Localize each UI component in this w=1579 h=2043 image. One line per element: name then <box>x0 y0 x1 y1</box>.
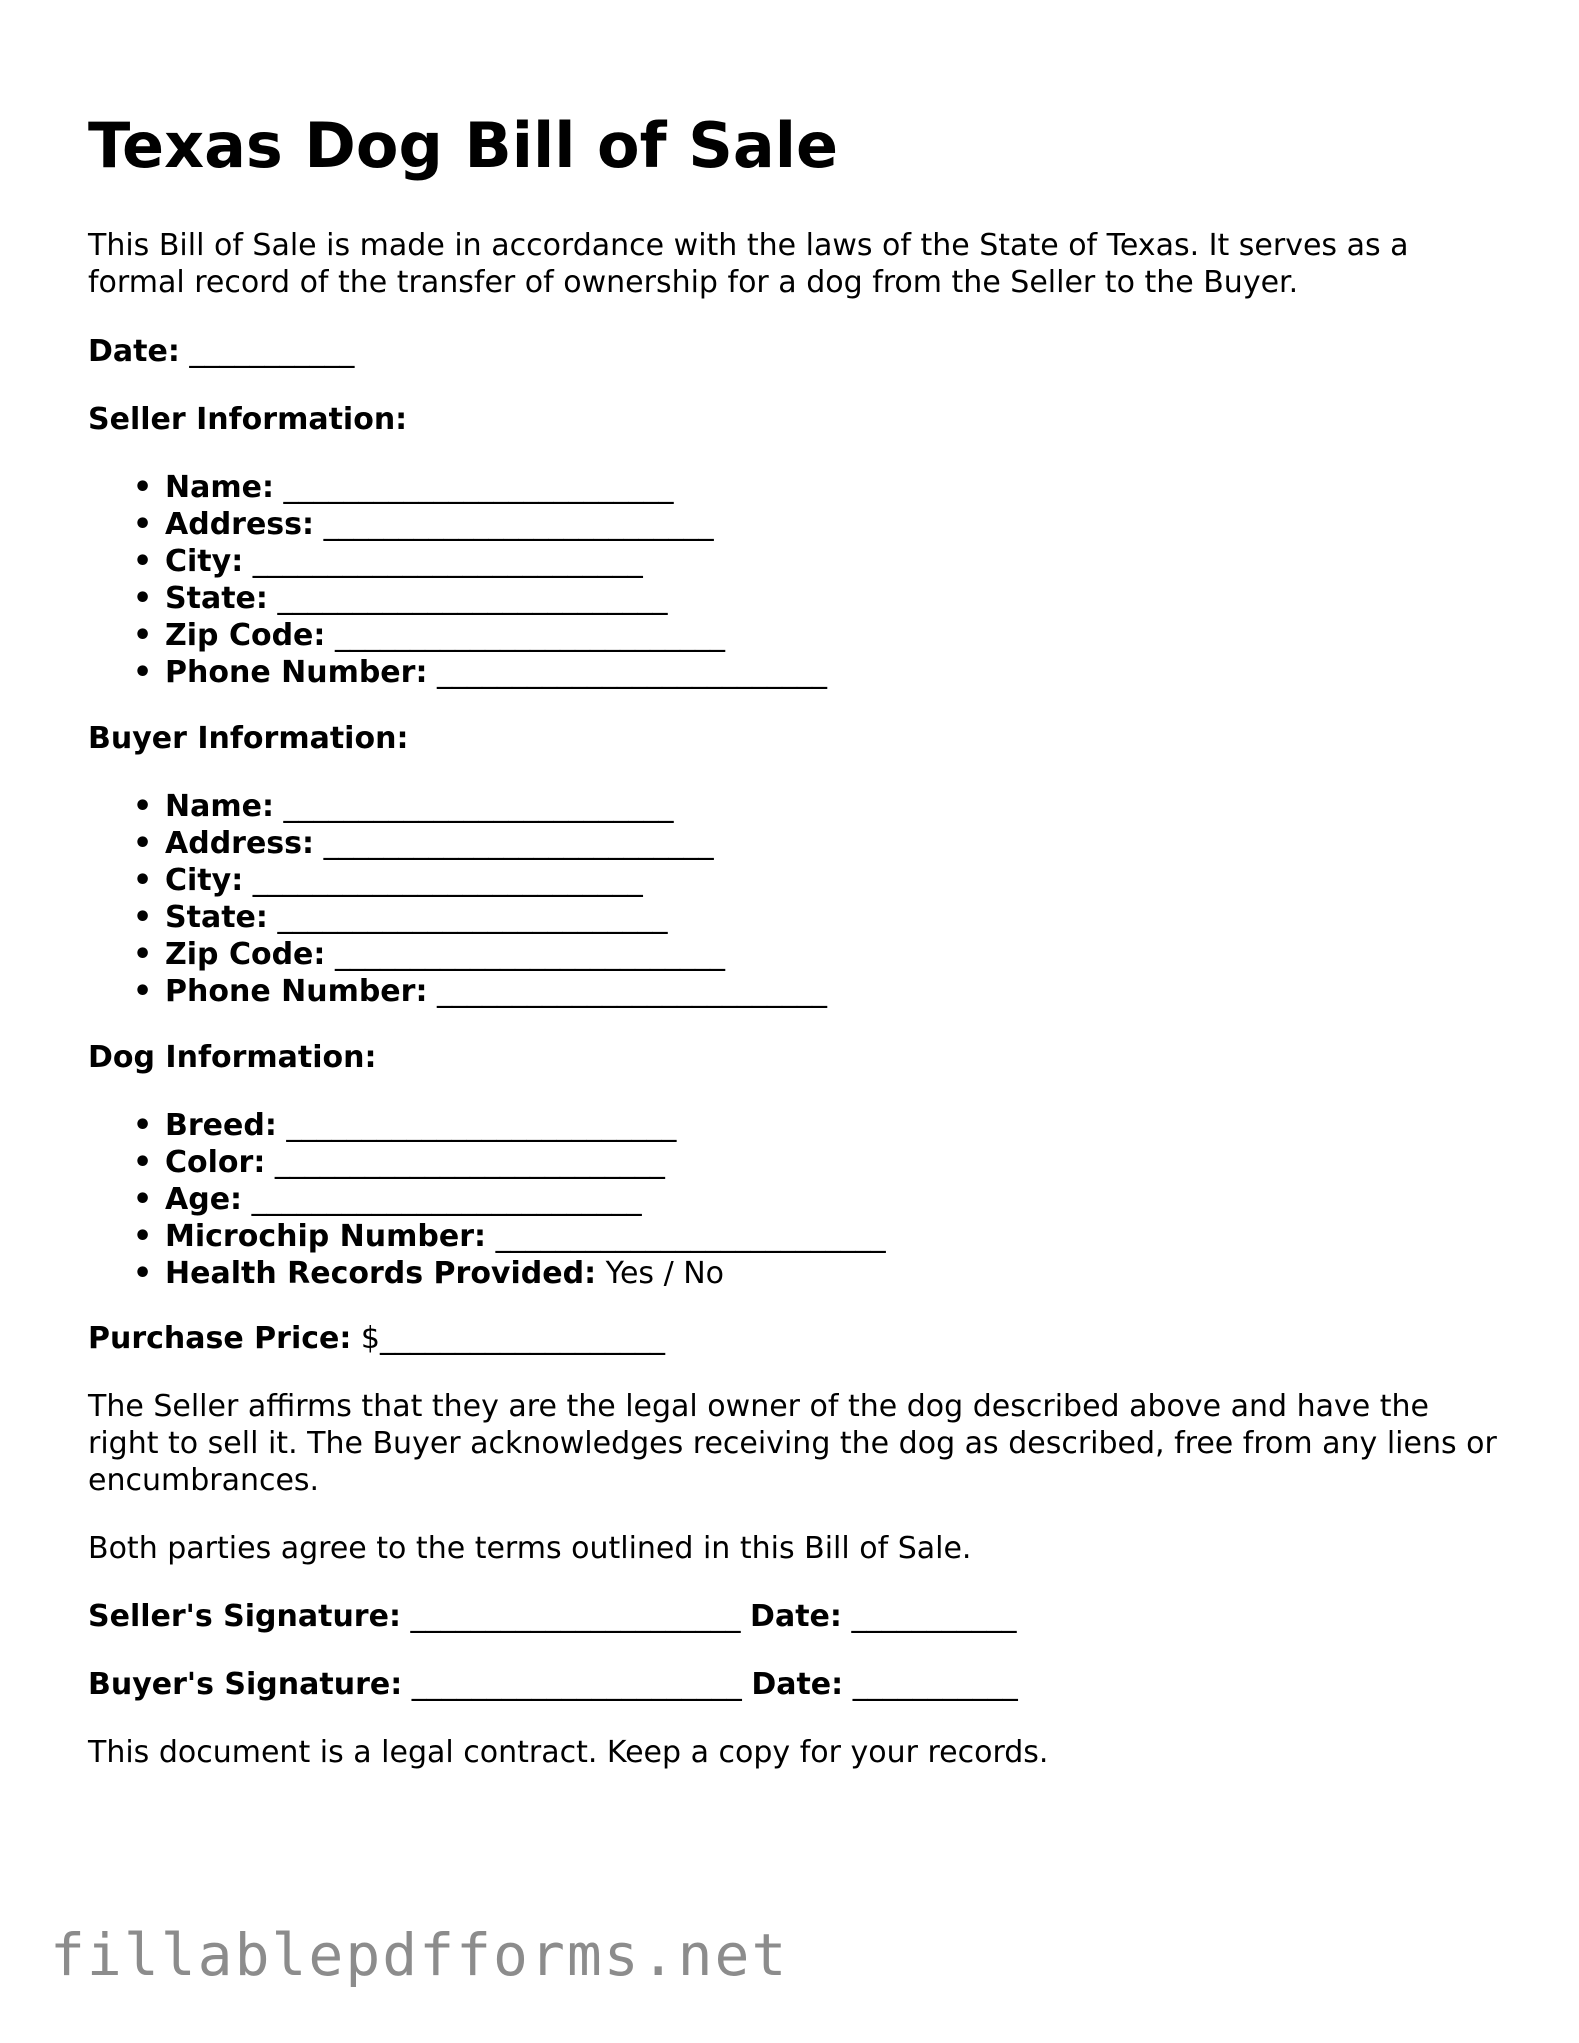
field-label: City: <box>165 863 244 898</box>
buyer-fields-list <box>88 788 827 1010</box>
dog-health-records-field[interactable] <box>88 1255 886 1292</box>
seller-fields-list <box>88 469 827 691</box>
buyer-name-field[interactable] <box>88 788 827 825</box>
field-label: Name: <box>165 470 274 505</box>
bullet-icon: • <box>133 544 153 579</box>
buyer-heading: Buyer Information: <box>88 721 409 756</box>
field-blank[interactable]: __________________________ <box>495 1219 886 1254</box>
affirmation-paragraph: The Seller affirms that they are the legal owner of the dog described above and have the right to sell it. The Buyer acknowledges receiving the dog as described, free from any liens or encumbrances. <box>88 1389 1497 1498</box>
field-blank[interactable]: __________________________ <box>251 1182 642 1217</box>
page-title: Texas Dog Bill of Sale <box>88 109 838 182</box>
field-blank[interactable]: __________________________ <box>334 937 725 972</box>
field-label: Address: <box>165 507 315 542</box>
dog-age-field[interactable] <box>88 1181 886 1218</box>
dog-microchip-field[interactable] <box>88 1218 886 1255</box>
field-blank[interactable]: __________________________ <box>283 789 674 824</box>
date-label: Date: <box>88 334 180 369</box>
bullet-icon: • <box>133 1256 153 1291</box>
field-blank[interactable]: __________________________ <box>334 618 725 653</box>
bullet-icon: • <box>133 1108 153 1143</box>
field-label: Age: <box>165 1182 243 1217</box>
dog-color-field[interactable] <box>88 1144 886 1181</box>
bullet-icon: • <box>133 937 153 972</box>
field-label: Color: <box>165 1145 266 1180</box>
agreement-paragraph: Both parties agree to the terms outlined in this Bill of Sale. <box>88 1531 972 1566</box>
seller-heading: Seller Information: <box>88 402 408 437</box>
date-field[interactable] <box>88 333 354 370</box>
bullet-icon: • <box>133 618 153 653</box>
field-label: Name: <box>165 789 274 824</box>
field-blank[interactable]: __________________________ <box>277 900 668 935</box>
buyer-city-field[interactable] <box>88 862 827 899</box>
bullet-icon: • <box>133 1182 153 1217</box>
bullet-icon: • <box>133 863 153 898</box>
field-label: State: <box>165 900 268 935</box>
seller-signature-line[interactable] <box>88 1598 1016 1635</box>
field-blank[interactable]: __________________________ <box>277 581 668 616</box>
seller-name-field[interactable] <box>88 469 827 506</box>
footer-note: This document is a legal contract. Keep a copy for your records. <box>88 1735 1049 1770</box>
buyer-signature-line[interactable] <box>88 1666 1018 1703</box>
field-blank[interactable]: __________________________ <box>323 507 714 542</box>
purchase-price-label: Purchase Price: <box>88 1321 352 1356</box>
seller-state-field[interactable] <box>88 580 827 617</box>
seller-phone-field[interactable] <box>88 654 827 691</box>
dog-fields-list <box>88 1107 886 1292</box>
field-blank[interactable]: __________________________ <box>286 1108 677 1143</box>
field-label: Phone Number: <box>165 655 428 690</box>
field-label: Health Records Provided: <box>165 1256 597 1291</box>
buyer-signature-date-blank[interactable]: ___________ <box>852 1667 1018 1702</box>
field-label: City: <box>165 544 244 579</box>
intro-paragraph: This Bill of Sale is made in accordance with the laws of the State of Texas. It serves as a formal record of the transfer of ownership for a dog from the Seller to the Buyer. <box>88 228 1409 300</box>
bullet-icon: • <box>133 900 153 935</box>
buyer-phone-field[interactable] <box>88 973 827 1010</box>
bullet-icon: • <box>133 507 153 542</box>
bullet-icon: • <box>133 1219 153 1254</box>
field-blank[interactable]: __________________________ <box>274 1145 665 1180</box>
field-blank[interactable]: __________________________ <box>437 974 827 1009</box>
field-blank[interactable]: __________________________ <box>437 655 827 690</box>
seller-signature-date-label: Date: <box>750 1599 842 1634</box>
buyer-address-field[interactable] <box>88 825 827 862</box>
bullet-icon: • <box>133 655 153 690</box>
bullet-icon: • <box>133 974 153 1009</box>
dog-heading: Dog Information: <box>88 1040 377 1075</box>
bullet-icon: • <box>133 470 153 505</box>
watermark-text: fillablepdfforms.net <box>50 1921 789 1989</box>
bullet-icon: • <box>133 1145 153 1180</box>
buyer-zip-field[interactable] <box>88 936 827 973</box>
seller-signature-label: Seller's Signature: <box>88 1599 401 1634</box>
seller-zip-field[interactable] <box>88 617 827 654</box>
field-label: Zip Code: <box>165 937 326 972</box>
dog-breed-field[interactable] <box>88 1107 886 1144</box>
field-label: Breed: <box>165 1108 277 1143</box>
health-records-options[interactable]: Yes / No <box>605 1256 725 1291</box>
field-label: Address: <box>165 826 315 861</box>
bullet-icon: • <box>133 826 153 861</box>
field-blank[interactable]: __________________________ <box>323 826 714 861</box>
field-blank[interactable]: __________________________ <box>252 863 643 898</box>
field-label: Microchip Number: <box>165 1219 487 1254</box>
buyer-signature-date-label: Date: <box>751 1667 844 1702</box>
date-blank[interactable]: ___________ <box>189 334 355 369</box>
seller-signature-date-blank[interactable]: ___________ <box>851 1599 1017 1634</box>
field-label: State: <box>165 581 268 616</box>
bullet-icon: • <box>133 789 153 824</box>
buyer-signature-blank[interactable]: ______________________ <box>411 1667 742 1702</box>
buyer-state-field[interactable] <box>88 899 827 936</box>
seller-city-field[interactable] <box>88 543 827 580</box>
bullet-icon: • <box>133 581 153 616</box>
buyer-signature-label: Buyer's Signature: <box>88 1667 403 1702</box>
field-blank[interactable]: __________________________ <box>252 544 643 579</box>
field-blank[interactable]: __________________________ <box>283 470 674 505</box>
field-label: Phone Number: <box>165 974 428 1009</box>
purchase-price-blank[interactable]: $___________________ <box>360 1321 666 1356</box>
seller-address-field[interactable] <box>88 506 827 543</box>
seller-signature-blank[interactable]: ______________________ <box>410 1599 741 1634</box>
field-label: Zip Code: <box>165 618 326 653</box>
purchase-price-field[interactable] <box>88 1320 665 1357</box>
